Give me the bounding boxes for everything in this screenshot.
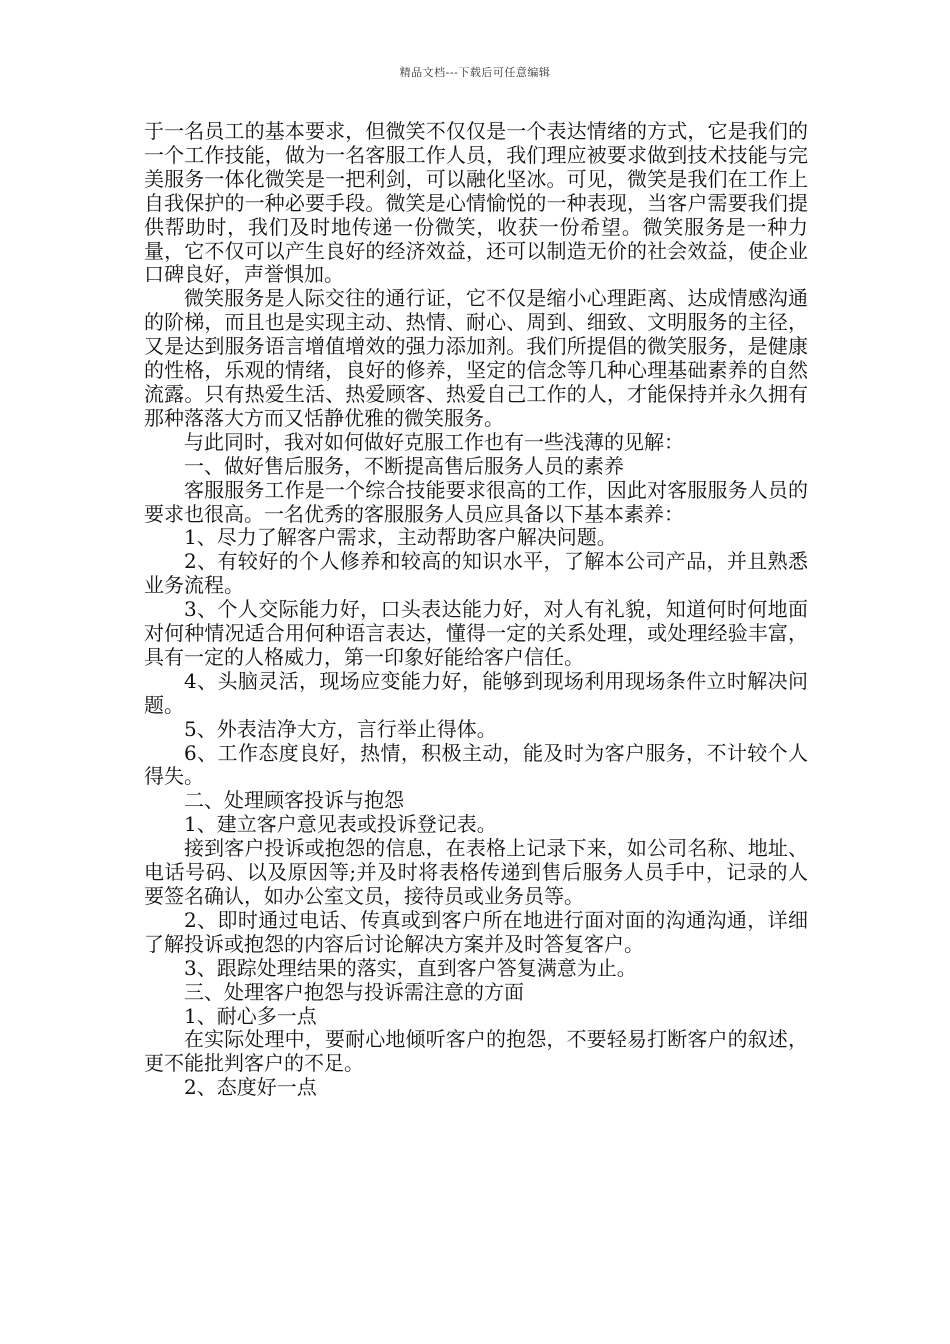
section-heading: 一、做好售后服务，不断提高售后服务人员的素养: [184, 453, 624, 478]
list-item: 2、有较好的个人修养和较高的知识水平，了解本公司产品，并且熟悉业务流程。: [144, 549, 808, 598]
paragraph: 在实际处理中，要耐心地倾听客户的抱怨，不要轻易打断客户的叙述，更不能批判客户的不足。: [144, 1027, 808, 1076]
list-item: 2、态度好一点: [184, 1075, 317, 1100]
list-item: 6、工作态度良好，热情，积极主动，能及时为客户服务，不计较个人得失。: [144, 740, 808, 789]
paragraph: 接到客户投诉或抱怨的信息，在表格上记录下来，如公司名称、地址、电话号码、以及原因等;并及时将表格传递到售后服务人员手中，记录的人要签名确认，如办公室文员，接待员或业务员等。: [144, 836, 808, 908]
list-item: 1、耐心多一点: [184, 1003, 317, 1028]
list-item: 5、外表洁净大方，言行举止得体。: [184, 716, 497, 741]
paragraph: 于一名员工的基本要求，但微笑不仅仅是一个表达情绪的方式，它是我们的一个工作技能，做为一名客服工作人员，我们理应被要求做到技术技能与完美服务一体化微笑是一把利剑，可以融化坚冰。可见，微笑是我们在工作上自我保护的一种必要手段。微笑是心情愉悦的一种表现，当客户需要我们提供帮助时，我们及时地传递一份微笑，收获一份希望。微笑服务是一种力量，它不仅可以产生良好的经济效益，还可以制造无价的社会效益，使企业口碑良好，声誉惧加。: [144, 119, 808, 287]
list-item: 3、个人交际能力好，口头表达能力好，对人有礼貌，知道何时何地面对何种情况适合用何种语言表达，懂得一定的关系处理，或处理经验丰富，具有一定的人格威力，第一印象好能给客户信任。: [144, 597, 808, 669]
list-item: 4、头脑灵活，现场应变能力好，能够到现场利用现场条件立时解决问题。: [144, 668, 808, 717]
section-heading: 二、处理顾客投诉与抱怨: [184, 788, 404, 813]
list-item: 2、即时通过电话、传真或到客户所在地进行面对面的沟通沟通，详细了解投诉或抱怨的内容后讨论解决方案并及时答复客户。: [144, 907, 808, 956]
list-item: 3、跟踪处理结果的落实，直到客户答复满意为止。: [184, 955, 637, 980]
list-item: 1、建立客户意见表或投诉登记表。: [184, 812, 497, 837]
paragraph: 微笑服务是人际交往的通行证，它不仅是缩小心理距离、达成情感沟通的阶梯，而且也是实现主动、热情、耐心、周到、细致、文明服务的主径，又是达到服务语言增值增效的强力添加剂。我们所提倡的微笑服务，是健康的性格，乐观的情绪，良好的修养，坚定的信念等几种心理基础素养的自然流露。只有热爱生活、热爱顾客、热爱自己工作的人，才能保持并永久拥有那种落落大方而又恬静优雅的微笑服务。: [144, 286, 808, 430]
section-heading: 三、处理客户抱怨与投诉需注意的方面: [184, 979, 524, 1004]
paragraph: 与此同时，我对如何做好克服工作也有一些浅薄的见解：: [184, 429, 684, 454]
paragraph: 客服服务工作是一个综合技能要求很高的工作，因此对客服服务人员的要求也很高。一名优秀的客服服务人员应具备以下基本素养：: [144, 477, 808, 526]
list-item: 1、尽力了解客户需求，主动帮助客户解决问题。: [184, 525, 617, 550]
document-body: [144, 120, 808, 1100]
page-header: 精品文档---下载后可任意编辑: [399, 66, 551, 79]
